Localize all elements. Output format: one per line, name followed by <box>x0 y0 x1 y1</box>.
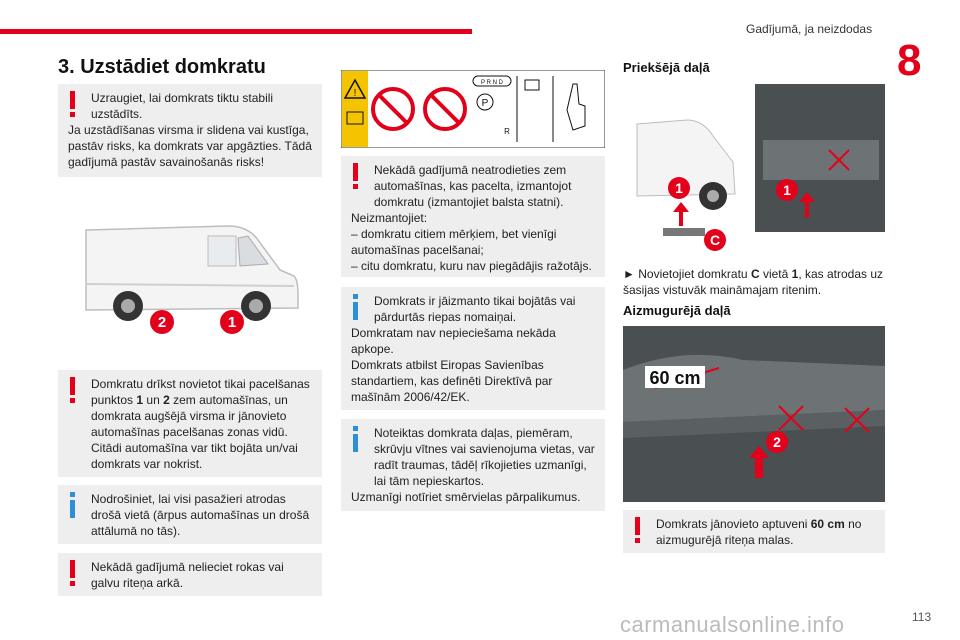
chapter-number: 8 <box>897 36 922 85</box>
svg-text:!: ! <box>353 88 357 99</box>
warning-icon <box>70 377 75 403</box>
parking-brake-letter: P <box>481 98 489 109</box>
warning-note-stability: Uzraugiet, lai domkrats tiktu stabili uzstādīts. Ja uzstādīšanas virsma ir slidena vai kustīga, pastāv risks, ka domkrats var apgāzties. Tādā gadījumā pastāv savainošanās risks! <box>58 84 322 177</box>
warning-icon <box>635 517 640 543</box>
jack-label-pictograms <box>341 70 605 148</box>
info-icon <box>353 426 358 452</box>
front-point-1-label: 1 <box>675 180 683 196</box>
info-icon <box>70 492 75 518</box>
front-jack-placement-illustration <box>623 80 885 252</box>
front-detail-point-1-label: 1 <box>783 182 791 198</box>
warning-note-rear-distance: Domkrats jānovieto aptuveni 60 cm no aizmugurējā riteņa malas. <box>623 510 885 553</box>
info-note-jack-parts: Noteiktas domkrata daļas, piemēram, skrūvju vītnes vai savienojuma vietas, var radīt traumas, tādēļ rīkojieties uzmanīgi, lai tām nepieskartos. Uzmanīgi notīriet smērvielas pārpalikumus. <box>341 419 605 511</box>
warning-note-support-stand: Nekādā gadījumā neatrodieties zem automašīnas, kas pacelta, izmantojot domkratu (izmantojiet balsta statni). Neizmantojiet: – domkratu citiem mērķiem, bet vienīgi automašīnas pacelšanai; – citu domkratu, kuru nav piegādājis ražotājs. <box>341 156 605 277</box>
rear-point-2-label: 2 <box>773 434 781 450</box>
page-heading: 3. Uzstādiet domkratu <box>58 56 266 78</box>
reverse-gear-letter: R <box>504 127 510 136</box>
van-lifting-points-illustration <box>58 200 322 350</box>
warning-note-wheel-arch: Nekādā gadījumā nelieciet rokas vai galvu riteņa arkā. <box>58 553 322 596</box>
gear-selector-letters: P R N D <box>481 80 503 86</box>
section-title: Gadījumā, ja neizdodas <box>746 22 873 36</box>
warning-icon <box>70 91 75 117</box>
warning-icon <box>353 163 358 189</box>
front-heading: Priekšējā daļā <box>623 60 710 75</box>
lifting-point-2-label: 2 <box>157 314 167 331</box>
front-instruction: ► Novietojiet domkratu C vietā 1, kas atrodas uz šasijas vistuvāk maināmajam ritenim. <box>623 267 884 297</box>
lifting-point-1-label: 1 <box>227 314 237 331</box>
page-number: 113 <box>912 610 932 624</box>
header-accent-bar <box>0 29 472 34</box>
info-note-passengers: Nodrošiniet, lai visi pasažieri atrodas drošā vietā (ārpus automašīnas un drošā attālumā no tās). <box>58 485 322 544</box>
warning-note-lifting-points: Domkratu drīkst novietot tikai pacelšanas punktos 1 un 2 zem automašīnas, un domkrata augšējā virsma ir jānovieto automašīnas pacelšanas zonas vidū. Citādi automašīna var tikt bojāta un/vai domkrats var nokrist. <box>58 370 322 477</box>
jack-c-label: C <box>709 232 721 248</box>
info-note-jack-usage: Domkrats ir jāizmanto tikai bojātās vai pārdurtās riepas nomaiņai. Domkratam nav nepieciešama nekāda apkope. Domkrats atbilst Eiropas Savienības standartiem, kas definēti Direktīvā par mašīnām 2006/42/EK. <box>341 287 605 410</box>
watermark: carmanualsonline.info <box>620 612 845 637</box>
warning-icon <box>70 560 75 586</box>
info-icon <box>353 294 358 320</box>
rear-jack-placement-illustration <box>623 326 885 502</box>
distance-label: 60 cm <box>649 368 701 388</box>
rear-heading: Aizmugurējā daļā <box>623 303 731 318</box>
